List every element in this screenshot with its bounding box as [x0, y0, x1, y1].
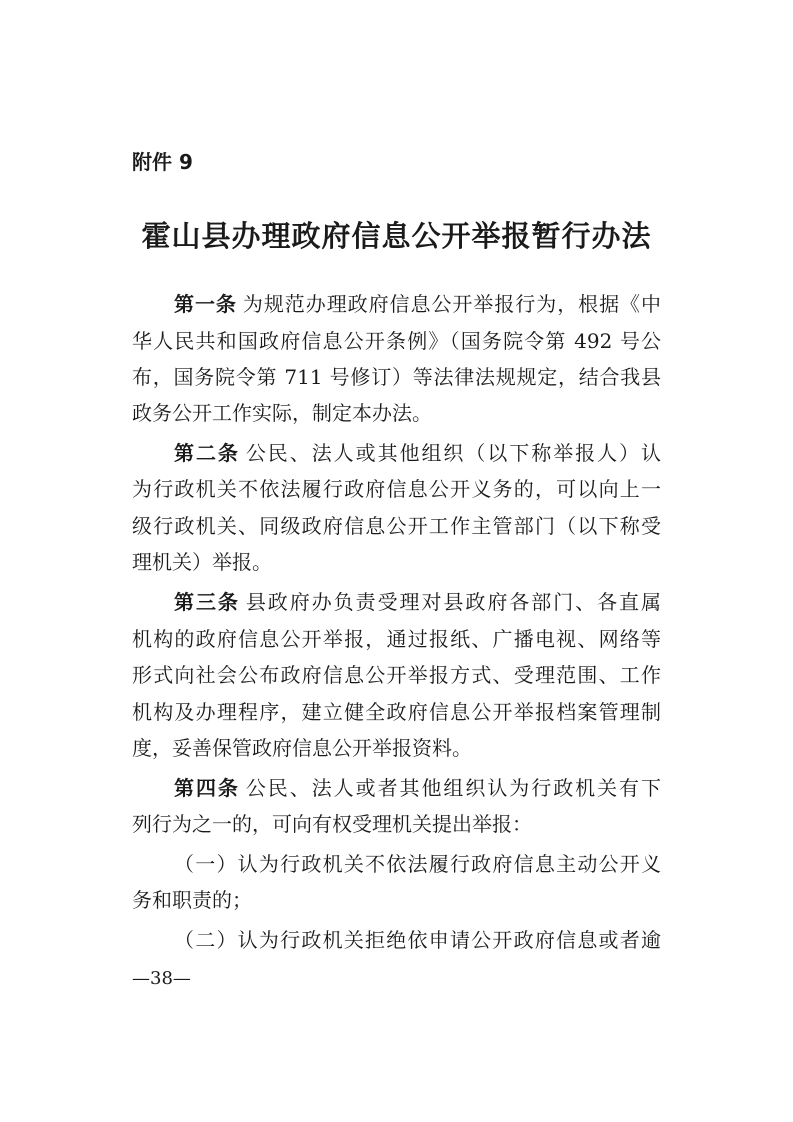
item-2-line-1: （二）认为行政机关拒绝依申请公开政府信息或者逾 — [174, 928, 661, 952]
item-1-line-2: 务和职责的； — [132, 888, 252, 912]
article-2-line-3: 级行政机关、同级政府信息公开工作主管部门（以下称受 — [132, 514, 661, 538]
article-3-line-2: 机构的政府信息公开举报，通过报纸、广播电视、网络等 — [132, 627, 661, 651]
article-3-text: 县政府办负责受理对县政府各部门、各直属 — [245, 590, 662, 614]
article-3-label: 第三条 — [174, 590, 240, 614]
page-number: —38— — [132, 968, 191, 989]
article-2-label: 第二条 — [174, 441, 240, 465]
article-4-label: 第四条 — [174, 776, 240, 800]
document-title: 霍山县办理政府信息公开举报暂行办法 — [141, 219, 652, 253]
article-1-label: 第一条 — [174, 292, 237, 316]
article-2-line-4: 理机关）举报。 — [132, 550, 272, 574]
article-1-line-1 — [174, 291, 661, 317]
article-4-text: 公民、法人或者其他组织认为行政机关有下 — [245, 776, 662, 800]
article-1-line-3: 布，国务院令第 711 号修订）等法律法规规定，结合我县 — [132, 365, 661, 389]
article-2-line-1 — [174, 440, 661, 466]
article-2-text: 公民、法人或其他组织（以下称举报人）认 — [245, 441, 662, 465]
article-3-line-3: 形式向社会公布政府信息公开举报方式、受理范围、工作 — [132, 663, 661, 687]
item-1-line-1: （一）认为行政机关不依法履行政府信息主动公开义 — [174, 852, 661, 876]
article-1-line-4: 政务公开工作实际，制定本办法。 — [132, 401, 432, 425]
article-3-line-1 — [174, 589, 661, 615]
article-4-line-2: 列行为之一的，可向有权受理机关提出举报： — [132, 812, 532, 836]
attachment-label: 附件 9 — [132, 150, 193, 174]
article-2-line-2: 为行政机关不依法履行政府信息公开义务的，可以向上一 — [132, 477, 661, 501]
article-3-line-5: 度，妥善保管政府信息公开举报资料。 — [132, 736, 472, 760]
article-1-text: 为规范办理政府信息公开举报行为，根据《中 — [242, 292, 662, 316]
article-1-line-2: 华人民共和国政府信息公开条例》（国务院令第 492 号公 — [132, 329, 661, 353]
article-4-line-1 — [174, 775, 661, 801]
article-3-line-4: 机构及办理程序，建立健全政府信息公开举报档案管理制 — [132, 700, 661, 724]
